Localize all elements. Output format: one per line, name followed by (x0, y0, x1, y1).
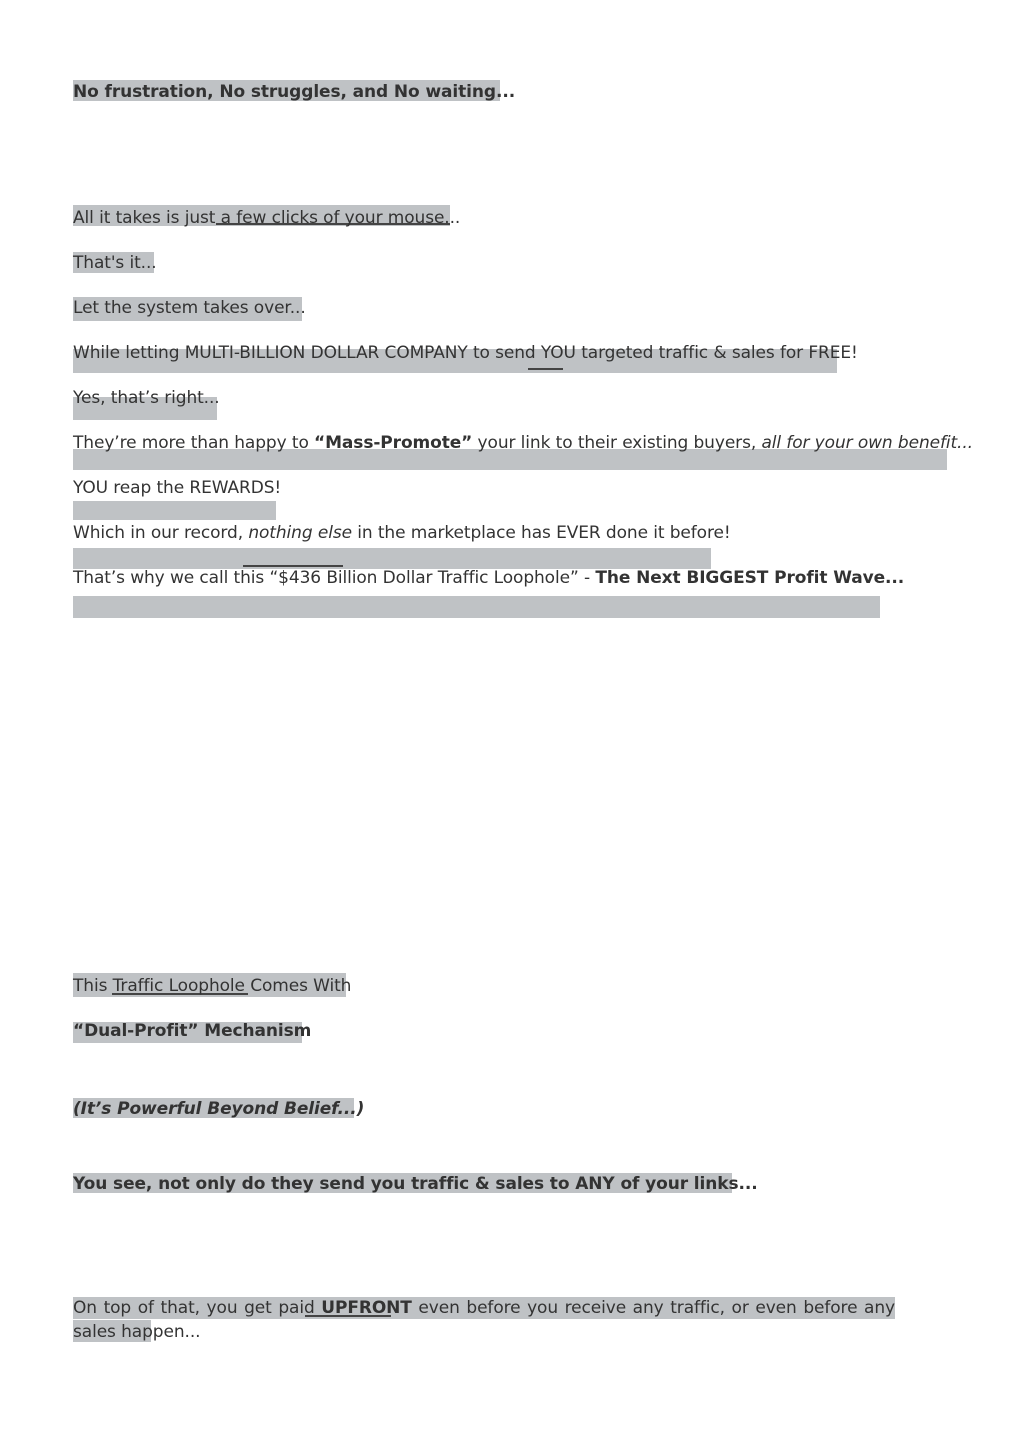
upfront-start: On top of that, you get paid (73, 1298, 322, 1318)
right-line: Yes, that’s right... (73, 388, 220, 408)
comes-with-line: This Traffic Loophole Comes With (73, 976, 352, 996)
upfront-paragraph (73, 1296, 895, 1344)
record-line-start: Which in our record, (73, 523, 249, 543)
system-line: Let the system takes over... (73, 298, 306, 318)
dual-profit-heading (73, 1019, 311, 1043)
upfront-bold: UPFRONT (321, 1298, 412, 1318)
company-line: While letting MULTI-BILLION DOLLAR COMPANY to send YOU targeted traffic & sales for FREE! (73, 343, 858, 363)
clicks-line: All it takes is just a few clicks of your mouse... (73, 208, 461, 228)
rewards-line: YOU reap the REWARDS! (73, 478, 282, 498)
intro-line (73, 80, 515, 104)
promote-line-bold: “Mass-Promote” (314, 433, 473, 453)
loophole-line-start: That’s why we call this “$436 Billion Dollar Traffic Loophole” - (73, 568, 596, 588)
promote-line-mid: your link to their existing buyers, (472, 433, 762, 453)
highlight-bar (73, 596, 880, 618)
promote-line-start: They’re more than happy to (73, 433, 315, 453)
intro-line-text: No frustration, No struggles, and No waiting... (73, 82, 516, 102)
record-line-end: in the marketplace has EVER done it before! (351, 523, 731, 543)
loophole-line (73, 566, 904, 590)
dual-profit-text: “Dual-Profit” Mechanism (73, 1021, 312, 1041)
promote-line (73, 431, 973, 455)
powerful-line (73, 1097, 364, 1121)
thats-it-line: That's it... (73, 253, 157, 273)
record-line-italic: nothing else (248, 523, 352, 543)
underline-rule (528, 368, 563, 370)
powerful-text: (It’s Powerful Beyond Belief...) (73, 1099, 365, 1119)
loophole-line-bold: The Next BIGGEST Profit Wave... (595, 568, 905, 588)
see-line-text: You see, not only do they send you traffic & sales to ANY of your links... (73, 1174, 758, 1194)
record-line (73, 521, 731, 545)
see-line (73, 1172, 758, 1196)
highlight-bar (73, 501, 276, 520)
upfront-end: even before you receive any traffic, or even before any sales happen... (73, 1298, 895, 1342)
promote-line-italic: all for your own benefit... (761, 433, 973, 453)
